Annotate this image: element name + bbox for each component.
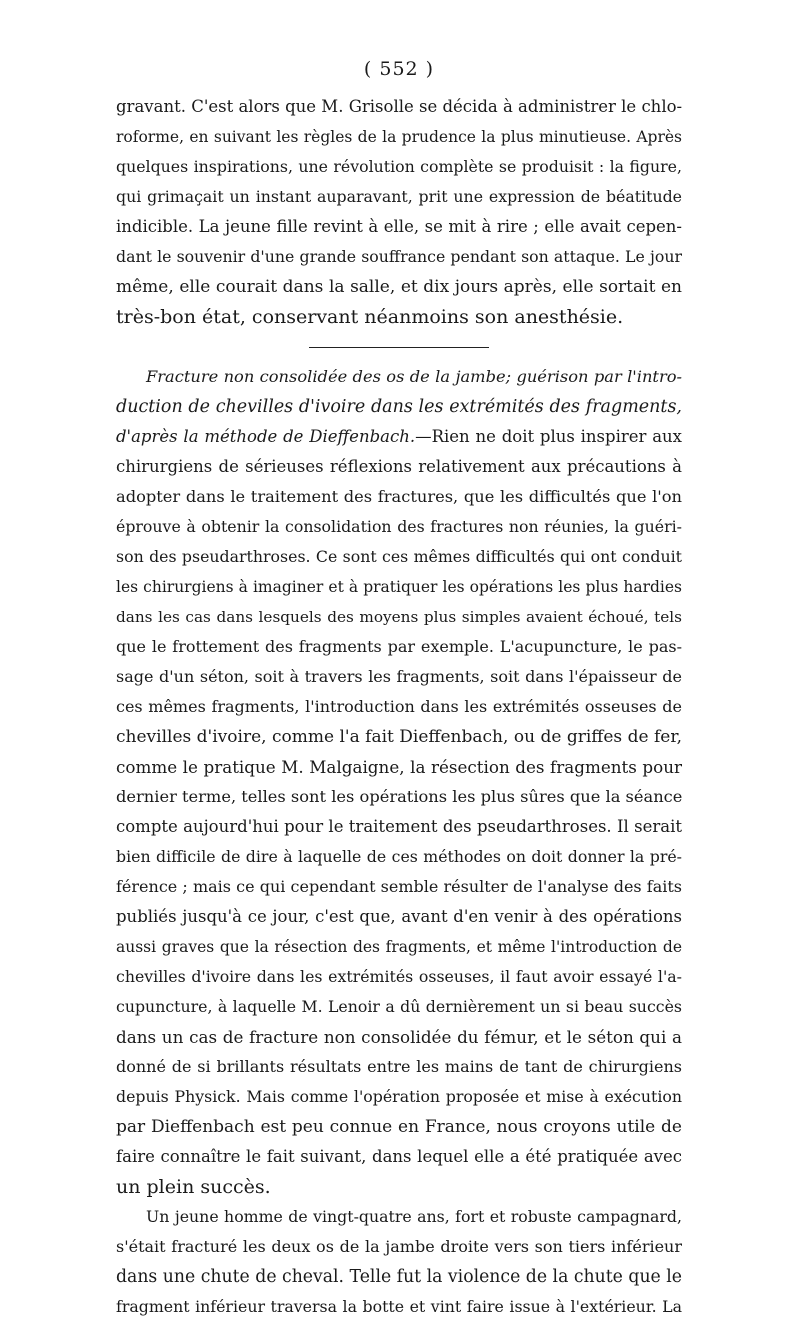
text-line: son des pseudarthroses. Ce sont ces mêmes difficultés qui ont conduit — [116, 547, 682, 566]
text-line: Un jeune homme de vingt-quatre ans, fort et robuste campagnard, — [146, 1207, 682, 1226]
text-line: depuis Physick. Mais comme l'opération proposée et mise à exécution — [116, 1087, 682, 1106]
text-line: indicible. La jeune fille revint à elle, se mit à rire ; elle avait cepen- — [116, 217, 682, 236]
text-line: qui grimaçait un instant auparavant, prit une expression de béatitude — [116, 187, 682, 206]
text-line: très-bon état, conservant néanmoins son anesthésie. — [116, 306, 624, 328]
text-line: fragment inférieur traversa la botte et vint faire issue à l'extérieur. La — [116, 1297, 682, 1316]
paragraph-chloroform — [116, 92, 682, 332]
text-line: dernier terme, telles sont les opérations les plus sûres que la séance — [116, 787, 682, 806]
text-line: un plein succès. — [116, 1176, 271, 1198]
text-line: cupuncture, à laquelle M. Lenoir a dû dernièrement un si beau succès — [116, 997, 682, 1016]
text-line: dans un cas de fracture non consolidée du fémur, et le séton qui a — [116, 1027, 682, 1047]
text-line: comme le pratique M. Malgaigne, la résection des fragments pour — [116, 757, 682, 777]
text-line: compte aujourd'hui pour le traitement des pseudarthroses. Il serait — [116, 817, 682, 836]
text-line: publiés jusqu'à ce jour, c'est que, avant d'en venir à des opérations — [116, 907, 682, 926]
heading-line: Fracture non consolidée des os de la jambe; guérison par l'intro- — [146, 367, 682, 386]
text-line: adopter dans le traitement des fractures, que les difficultés que l'on — [116, 487, 682, 506]
paragraph-case-report — [116, 1202, 682, 1322]
section-divider — [309, 347, 489, 348]
page-number: ( 552 ) — [363, 58, 435, 80]
text-line: dant le souvenir d'une grande souffrance pendant son attaque. Le jour — [116, 247, 682, 266]
text-line: même, elle courait dans la salle, et dix jours après, elle sortait en — [116, 277, 682, 297]
text-line: aussi graves que la résection des fragments, et même l'introduction de — [116, 938, 682, 956]
paragraph-pseudarthroses — [116, 452, 682, 1202]
text-line: éprouve à obtenir la consolidation des fractures non réunies, la guéri- — [116, 517, 682, 536]
text-line: sage d'un séton, soit à travers les fragments, soit dans l'épaisseur de — [116, 667, 682, 686]
text-line: bien difficile de dire à laquelle de ces méthodes on doit donner la pré- — [116, 847, 682, 866]
text-line: faire connaître le fait suivant, dans lequel elle a été pratiquée avec — [116, 1147, 682, 1166]
heading-line: duction de chevilles d'ivoire dans les extrémités des fragments, — [116, 397, 682, 417]
section-heading — [116, 362, 682, 452]
text-line: dans une chute de cheval. Telle fut la violence de la chute que le — [116, 1267, 682, 1287]
heading-tail-italic: d'après la méthode de Dieffenbach. — [116, 427, 416, 446]
text-line: s'était fracturé les deux os de la jambe droite vers son tiers inférieur — [116, 1237, 682, 1256]
text-line: férence ; mais ce qui cependant semble résulter de l'analyse des faits — [116, 877, 682, 896]
text-line: dans les cas dans lesquels des moyens plus simples avaient échoué, tels — [116, 608, 682, 626]
text-line: chevilles d'ivoire dans les extrémités osseuses, il faut avoir essayé l'a- — [116, 967, 682, 986]
text-line: roforme, en suivant les règles de la prudence la plus minutieuse. Après — [116, 128, 682, 146]
paragraph-opening: —Rien ne doit plus inspirer aux — [415, 427, 682, 446]
text-line: quelques inspirations, une révolution complète se produisit : la figure, — [116, 157, 682, 176]
heading-line-mixed — [116, 422, 682, 452]
text-line: que le frottement des fragments par exemple. L'acupuncture, le pas- — [116, 637, 682, 656]
text-line: par Dieffenbach est peu connue en France, nous croyons utile de — [116, 1117, 682, 1137]
text-line: ces mêmes fragments, l'introduction dans les extrémités osseuses de — [116, 697, 682, 716]
book-page — [116, 58, 682, 1322]
text-line: les chirurgiens à imaginer et à pratiquer les opérations les plus hardies — [116, 578, 682, 596]
text-line: chevilles d'ivoire, comme l'a fait Dieffenbach, ou de griffes de fer, — [116, 727, 682, 747]
text-line: gravant. C'est alors que M. Grisolle se décida à administrer le chlo- — [116, 97, 682, 116]
text-line: donné de si brillants résultats entre les mains de tant de chirurgiens — [116, 1057, 682, 1076]
text-line: chirurgiens de sérieuses réflexions relativement aux précautions à — [116, 457, 682, 476]
